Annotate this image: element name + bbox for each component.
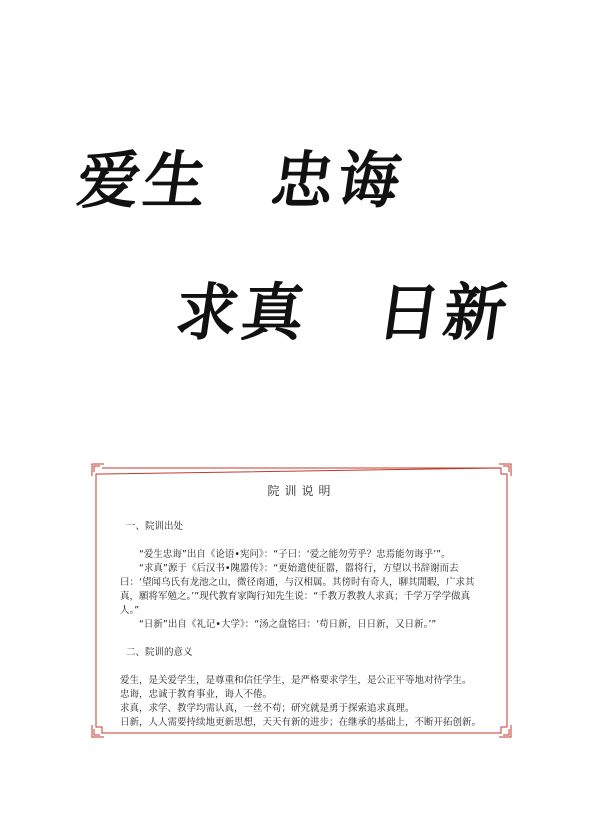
meaning-line: 日新，人人需要持续地更新思想，天天有新的进步；在继承的基础上，不断开拓创新。 <box>120 717 482 728</box>
panel-title: 院训说明 <box>267 484 336 498</box>
origin-paragraph: “求真”源于《后汉书•隗嚣传》：“更始遣使征嚣，嚣将行，方望以书辞谢而去曰：‘望闻乌氏有龙池之山，微径南通，与汉相属。其傍时有奇人，聊其閒暇，广求其真，願将军勉之。’”现代教育家陶行知先生说：“千教万教教人求真；千学万学学做真人。” <box>120 563 475 616</box>
meaning-line: 求真，求学、教学均需认真，一丝不苟；研究就是勇于探索追求真理。 <box>120 703 415 714</box>
origin-paragraph: “爱生忠诲”出自《论语•宪问》：“子曰：‘爱之能勿劳乎？忠焉能勿诲乎’”。 <box>139 549 451 560</box>
motto-aisheng: 爱生 <box>72 144 216 217</box>
meaning-line: 忠诲，忠诚于教育事业，诲人不倦。 <box>120 689 273 700</box>
motto-qiuzhen: 求真 <box>170 276 314 349</box>
motto-rixin: 日新 <box>372 276 516 349</box>
motto-explanation-panel <box>90 462 513 739</box>
origin-paragraph: “日新”出自《礼记•大学》：“汤之盘铭曰：‘苟日新，日日新，又日新。’” <box>139 619 437 630</box>
section-heading-meaning: 二、院训的意义 <box>126 647 193 658</box>
section-heading-origin: 一、院训出处 <box>126 521 184 532</box>
meaning-line: 爱生，是关爱学生，是尊重和信任学生，是严格要求学生，是公正平等地对待学生。 <box>120 675 472 686</box>
motto-zhonghui: 忠诲 <box>266 144 410 217</box>
